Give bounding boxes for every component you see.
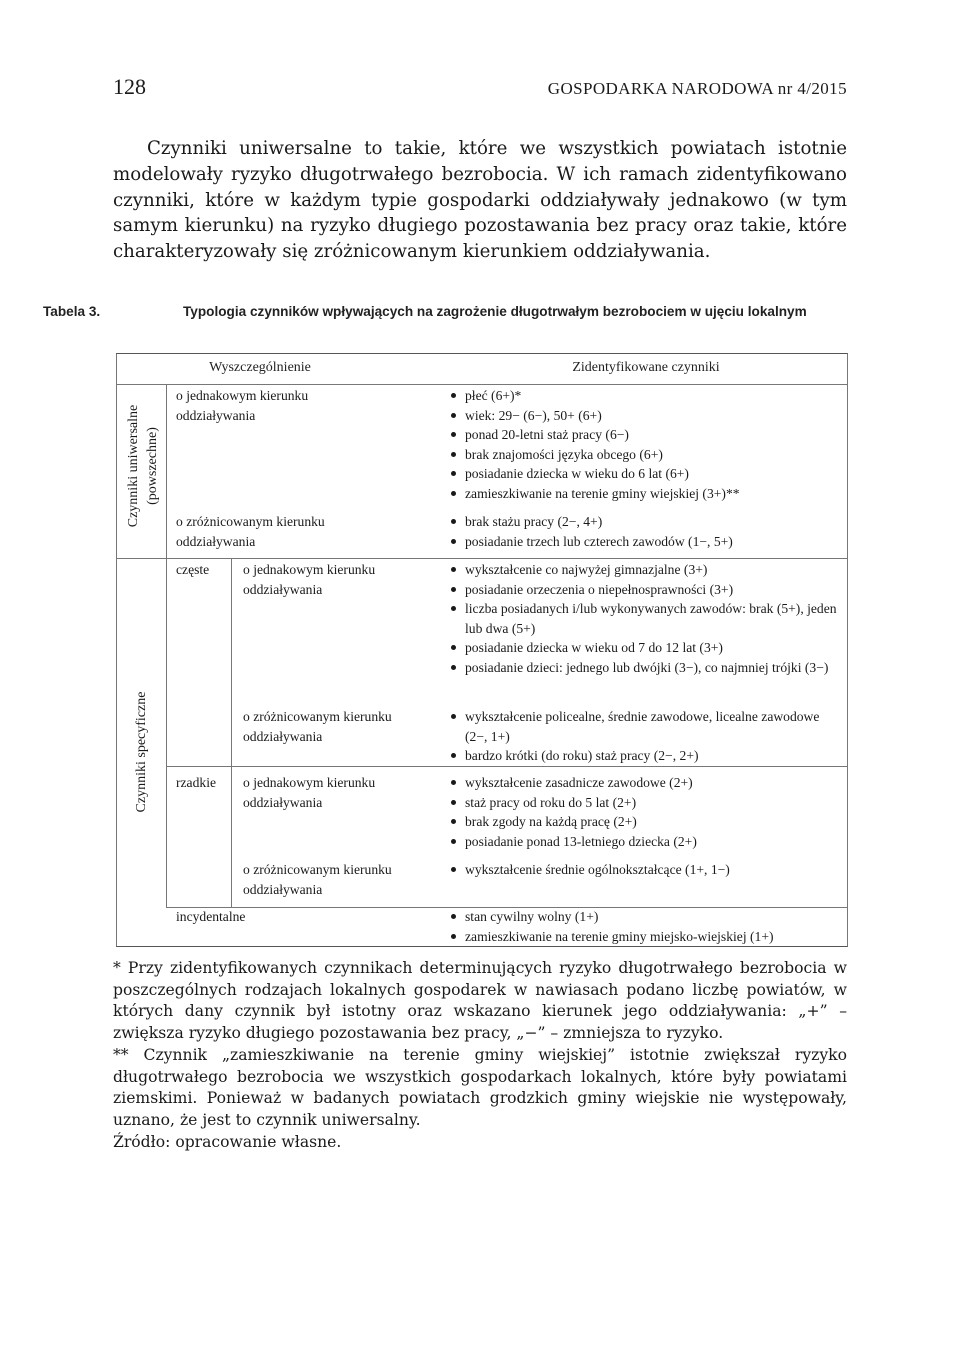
intro-paragraph — [113, 136, 847, 265]
footnote-star: * Przy zidentyfikowanych czynnikach determinujących ryzyko długotrwałego bezrobocia w poszczególnych rodzajach lokalnych gospodarek w nawiasach podano liczbę powiatów, w których dany czynnik był istotny oraz wskazano kierunek jego oddziaływania: „+” – zwiększa ryzyko długiego pozostawania bez pracy, „−” – zmniejsza to ryzyko. — [113, 959, 847, 1043]
group-column-divider — [166, 384, 167, 908]
factor-item: płeć (6+)* — [441, 386, 841, 406]
footnote-double-star: ** Czynnik „zamieszkiwanie na terenie gminy wiejskiej” istotnie zwiększał ryzyko długotrwałego bezrobocia we wszystkich gospodarkach lokalnych, które były powiatami ziemskimi. Ponieważ w badanych powiatach grodzkich gminy wiejskie nie występowały, uznano, że jest to czynnik uniwersalny. — [113, 1045, 847, 1129]
group-divider — [116, 558, 847, 559]
factor-item: brak znajomości języka obcego (6+) — [441, 445, 841, 465]
header-divider — [116, 384, 847, 385]
table-label: Tabela 3. — [43, 304, 101, 319]
factor-item: posiadanie ponad 13-letniego dziecka (2+) — [441, 832, 841, 852]
factor-item: posiadanie trzech lub czterech zawodów (1−, 5+) — [441, 532, 841, 552]
factor-item: zamieszkiwanie na terenie gminy miejsko-wiejskiej (1+) — [441, 927, 845, 947]
table-caption — [43, 302, 917, 322]
table-left-border — [116, 354, 117, 946]
table-title: Typologia czynników wpływających na zagrożenie długotrwałym bezrobociem w ujęciu lokalnym — [183, 304, 807, 319]
frequency-rare: rzadkie — [176, 775, 216, 790]
table-notes — [113, 958, 847, 1153]
factor-item: bardzo krótki (do roku) staż pracy (2−, 2+) — [441, 746, 841, 766]
frequency-frequent: częste — [176, 562, 210, 577]
factor-item: wiek: 29− (6−), 50+ (6+) — [441, 406, 841, 426]
factor-item: wykształcenie zasadnicze zawodowe (2+) — [441, 773, 841, 793]
factor-list-rare-same — [441, 773, 841, 851]
factor-item: stan cywilny wolny (1+) — [441, 907, 845, 927]
frequency-divider — [166, 766, 847, 767]
factor-item: wykształcenie co najwyżej gimnazjalne (3+) — [441, 560, 841, 580]
frequency-incidental: incydentalne — [176, 909, 246, 924]
page-number: 128 — [113, 74, 146, 99]
factor-item: posiadanie dzieci: jednego lub dwójki (3−), co najmniej trójki (3−) — [441, 658, 841, 678]
journal-title: GOSPODARKA NARODOWA nr 4/2015 — [547, 79, 847, 98]
factor-item: posiadanie orzeczenia o niepełnosprawności (3+) — [441, 580, 841, 600]
direction-universal-diverse: o zróżnicowanym kierunku oddziaływania — [176, 514, 325, 549]
factor-item: staż pracy od roku do 5 lat (2+) — [441, 793, 841, 813]
factor-list-universal-same — [441, 386, 841, 503]
factor-item: liczba posiadanych i/lub wykonywanych zawodów: brak (5+), jeden lub dwa (5+) — [441, 599, 841, 638]
direction-rare-same: o jednakowym kierunku oddziaływania — [243, 775, 376, 810]
specific-label: Czynniki specyficzne — [134, 691, 149, 813]
factor-item: ponad 20-letni staż pracy (6−) — [441, 425, 841, 445]
factor-list-incidental — [441, 907, 845, 946]
group-label-universal — [124, 386, 162, 546]
frequency-column-divider — [231, 559, 232, 908]
factor-item: wykształcenie policealne, średnie zawodowe, licealne zawodowe (2−, 1+) — [441, 707, 841, 746]
direction-rare-diverse: o zróżnicowanym kierunku oddziaływania — [243, 862, 392, 897]
factor-item: brak stażu pracy (2−, 4+) — [441, 512, 841, 532]
factor-item: wykształcenie średnie ogólnokształcące (1+, 1−) — [441, 860, 841, 880]
factor-item: zamieszkiwanie na terenie gminy wiejskiej (3+)** — [441, 484, 841, 504]
factor-list-universal-diverse — [441, 512, 841, 551]
column-header-factors: Zidentyfikowane czynniki — [572, 360, 720, 375]
column-header-specification: Wyszczególnienie — [209, 360, 311, 375]
universal-label: Czynniki uniwersalne — [126, 404, 141, 528]
direction-frequent-same: o jednakowym kierunku oddziaływania — [243, 562, 376, 597]
group-label-specific — [132, 678, 151, 826]
factor-list-frequent-same — [441, 560, 841, 677]
factor-list-rare-diverse — [441, 860, 841, 880]
typology-table — [116, 353, 848, 947]
source-note: Źródło: opracowanie własne. — [113, 1132, 342, 1151]
factor-item: posiadanie dziecka w wieku od 7 do 12 lat (3+) — [441, 638, 841, 658]
factor-item: posiadanie dziecka w wieku do 6 lat (6+) — [441, 464, 841, 484]
page-header — [113, 74, 847, 102]
direction-frequent-diverse: o zróżnicowanym kierunku oddziaływania — [243, 709, 392, 744]
universal-sublabel: (powszechne) — [145, 427, 160, 505]
intro-text: Czynniki uniwersalne to takie, które we wszystkich powiatach istotnie modelowały ryzyko długotrwałego bezrobocia. W ich ramach zidentyfikowano czynniki, które w każdym typie gospodarki oddziaływały jednakowo (w tym samym kierunku) na ryzyko długiego pozostawania bez pracy oraz takie, które charakteryzowały się zróżnicowanym kierunkiem oddziaływania. — [113, 138, 847, 263]
factor-item: brak zgody na każdą pracę (2+) — [441, 812, 841, 832]
factor-list-frequent-diverse — [441, 707, 841, 766]
direction-universal-same: o jednakowym kierunku oddziaływania — [176, 388, 309, 423]
